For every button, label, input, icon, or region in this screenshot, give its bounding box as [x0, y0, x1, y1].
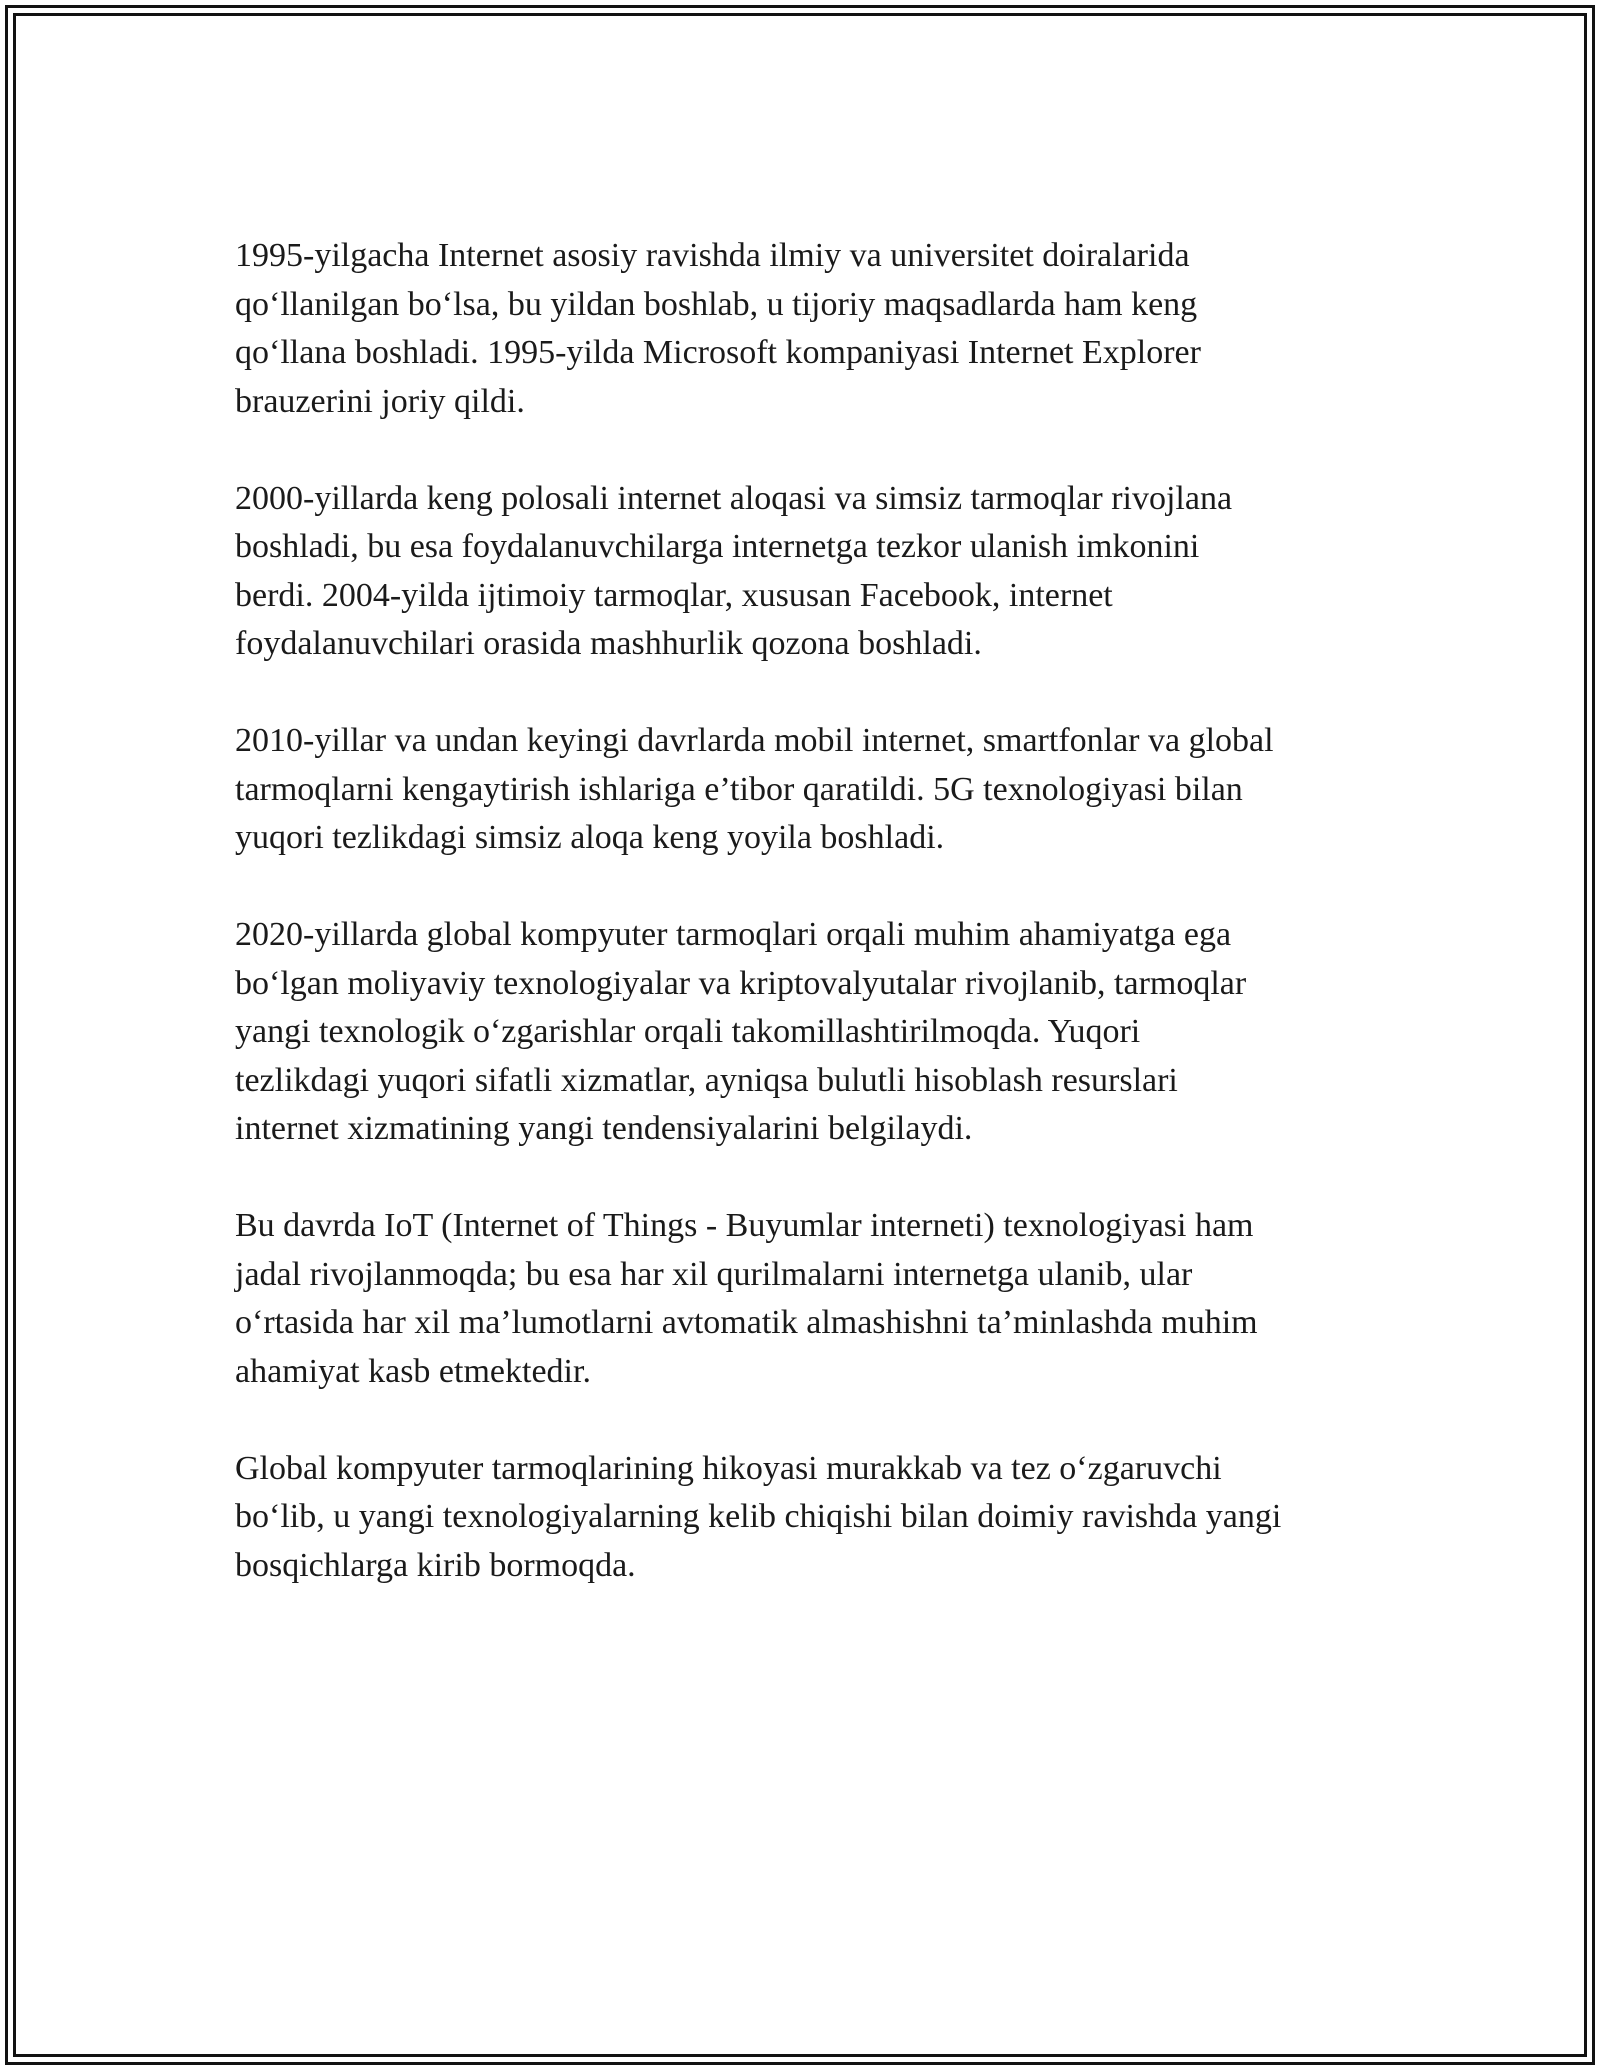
document-body: [235, 232, 1395, 1639]
paragraph-conclusion: Global kompyuter tarmoqlarining hikoyasi murakkab va tez o‘zgaruvchi bo‘lib, u yangi texnologiyalarning kelib chiqishi bilan doimiy ravishda yangi bosqichlarga kirib bormoqda.: [235, 1449, 1282, 1584]
paragraph-2010: 2010-yillar va undan keyingi davrlarda mobil internet, smartfonlar va global tarmoqlarni kengaytirish ishlariga e’tibor qaratildi. 5G texnologiyasi bilan yuqori tezlikdagi simsiz aloqa keng yoyila boshladi.: [235, 722, 1274, 856]
paragraph-2020: 2020-yillarda global kompyuter tarmoqlari orqali muhim ahamiyatga ega bo‘lgan moliyaviy texnologiyalar va kriptovalyutalar rivojlanib, tarmoqlar yangi texnologik o‘zgarishlar orqali takomillashtirilmoqda. Yuqori tezlikdagi yuqori sifatli xizmatlar, ayniqsa bulutli hisoblash resurslari internet xizmatining yangi tendensiyalarini belgilaydi.: [235, 916, 1247, 1147]
paragraph-2000: 2000-yillarda keng polosali internet aloqasi va simsiz tarmoqlar rivojlana boshladi, bu esa foydalanuvchilarga internetga tezkor ulanish imkonini berdi. 2004-yilda ijtimoiy tarmoqlar, xususan Facebook, internet foydalanuvchilari orasida mashhurlik qozona boshladi.: [235, 479, 1233, 662]
paragraph-iot: Bu davrda IoT (Internet of Things - Buyumlar interneti) texnologiyasi ham jadal rivojlanmoqda; bu esa har xil qurilmalarni internetga ulanib, ular o‘rtasida har xil ma’lumotlarni avtomatik almashishni ta’minlashda muhim ahamiyat kasb etmektedir.: [235, 1207, 1258, 1390]
paragraph-1995: 1995-yilgacha Internet asosiy ravishda ilmiy va universitet doiralarida qo‘llanilgan bo‘lsa, bu yildan boshlab, u tijoriy maqsadlarda ham keng qo‘llana boshladi. 1995-yilda Microsoft kompaniyasi Internet Explorer brauzerini joriy qildi.: [235, 237, 1201, 420]
